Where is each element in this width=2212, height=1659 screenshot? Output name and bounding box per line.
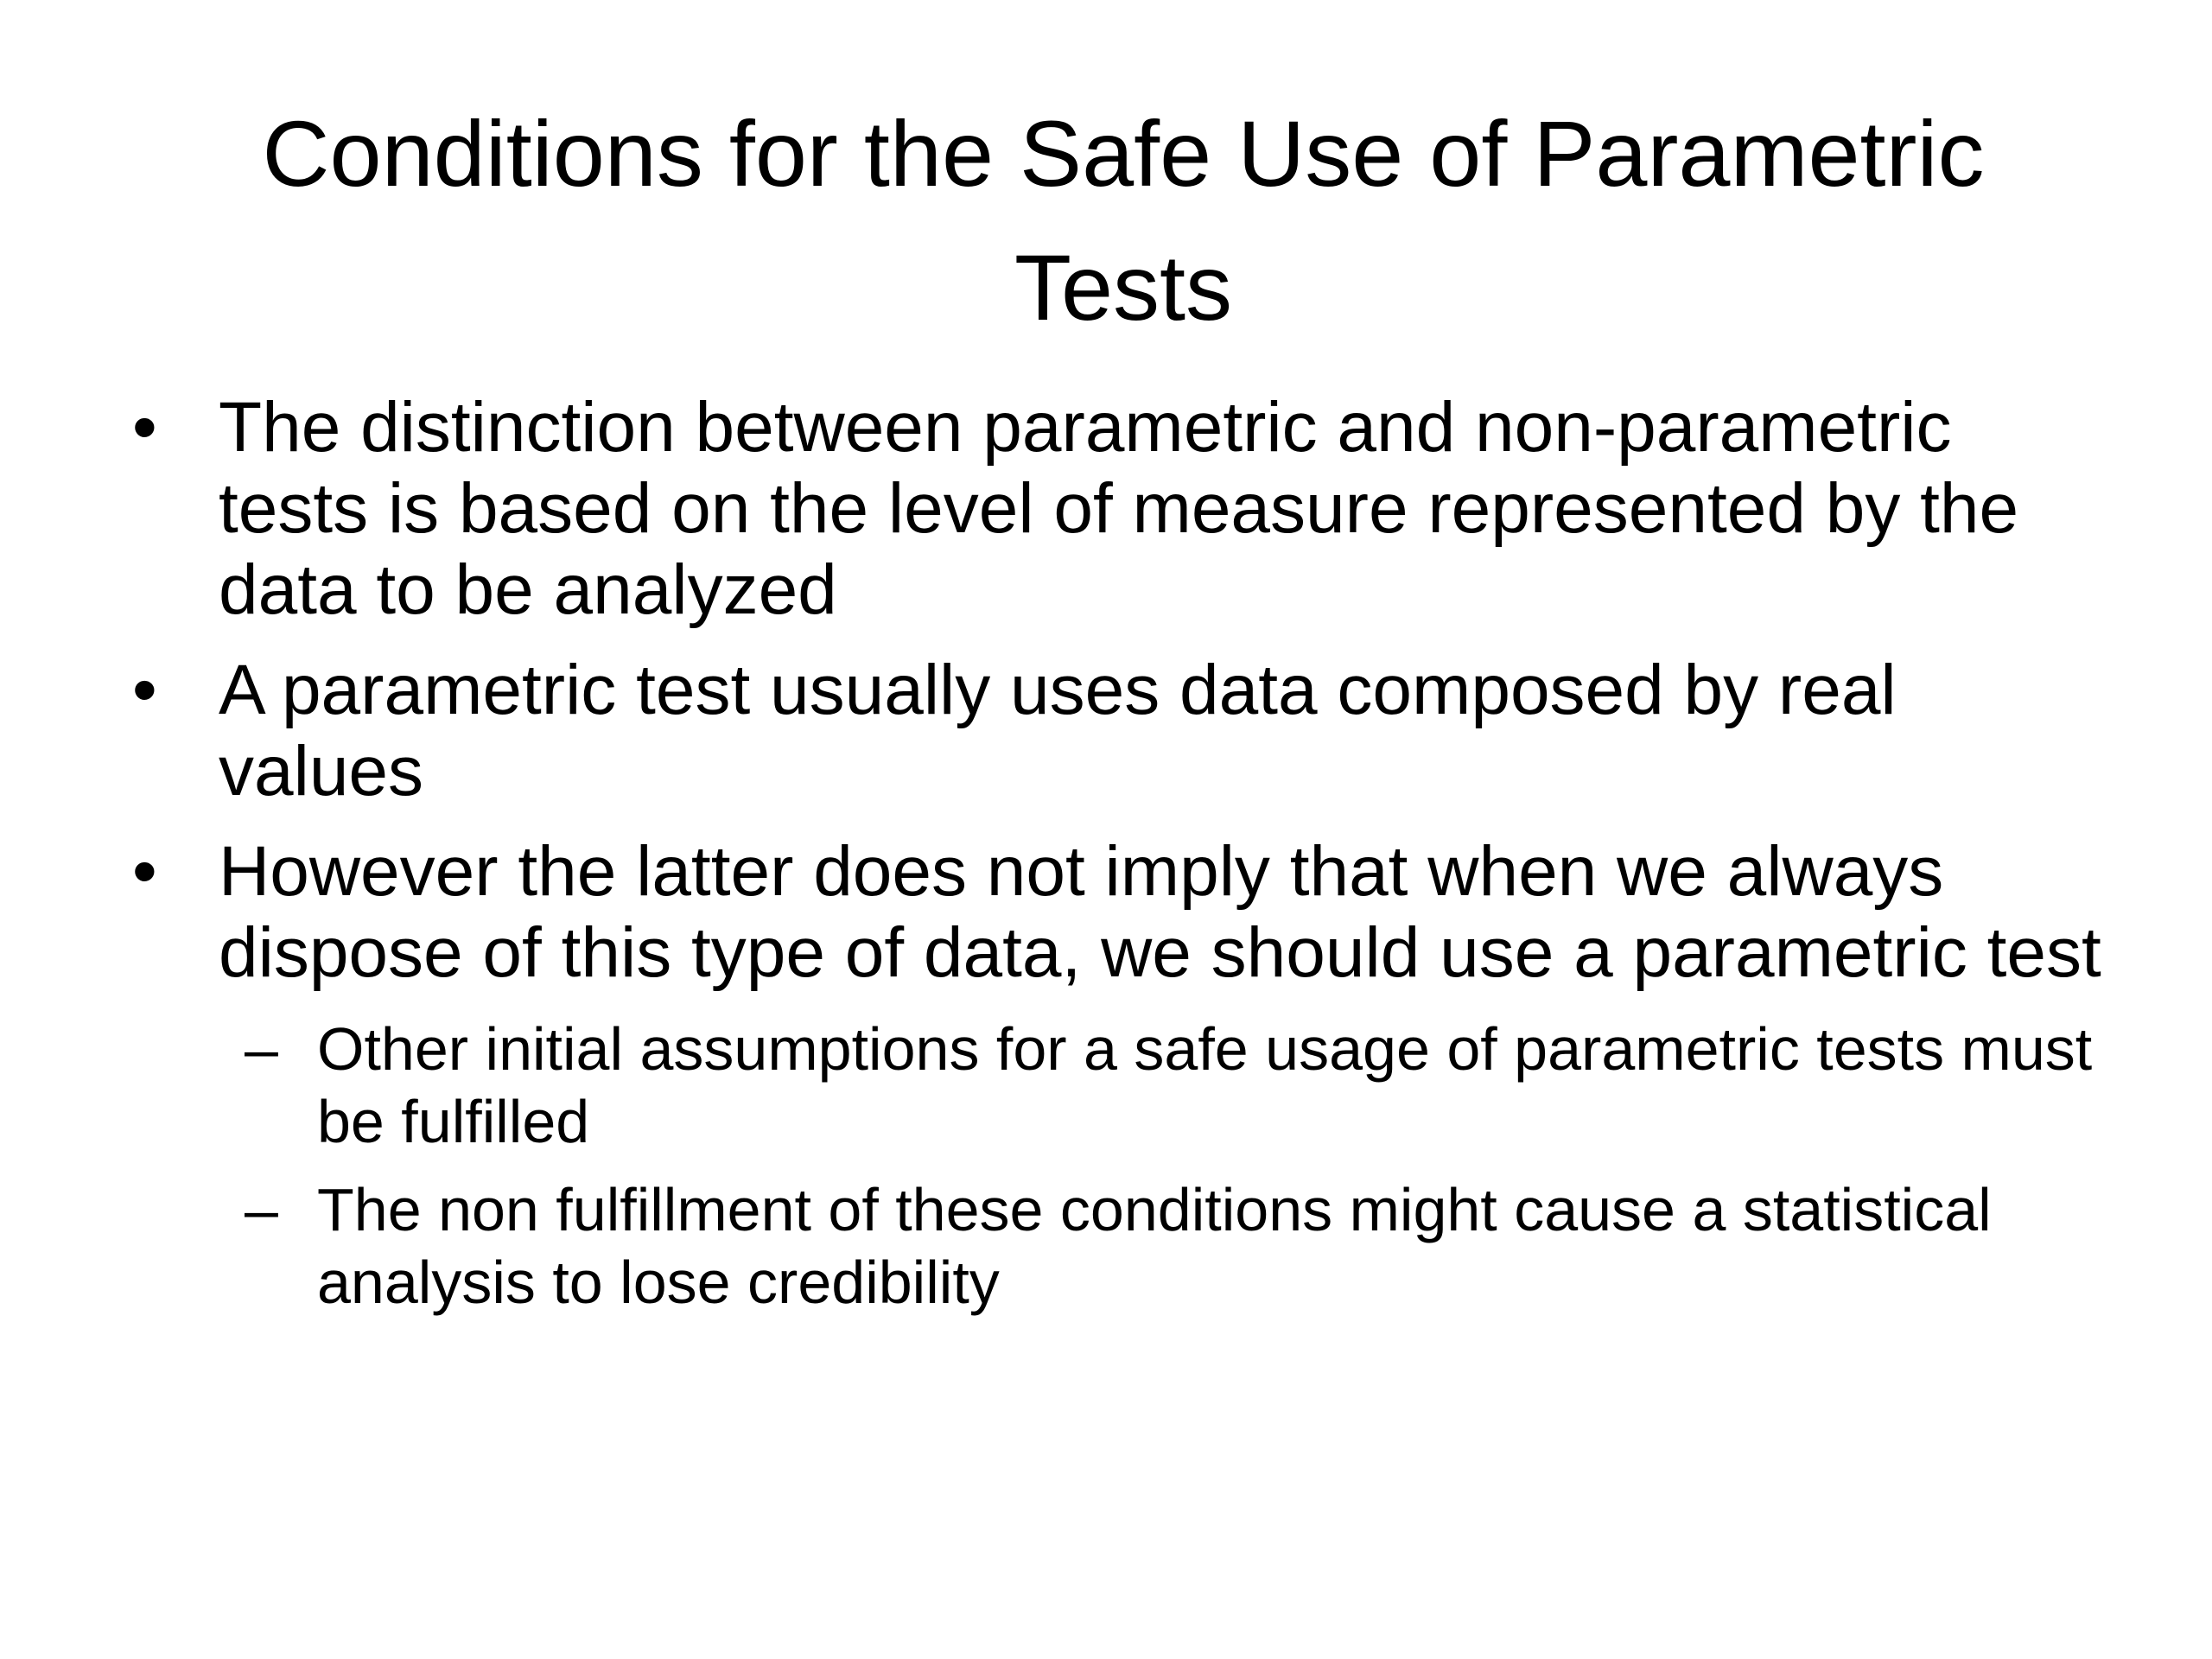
bullet-marker: • [132, 651, 157, 729]
bullet-marker: • [132, 832, 157, 911]
bullet-text: A parametric test usually uses data composed by real values [219, 651, 1897, 810]
bullet-list [125, 387, 2104, 1334]
bullet-text: The distinction between parametric and non-parametric tests is based on the level of measure represented by the data to be analyzed [219, 388, 2019, 629]
bullet-marker: • [132, 388, 157, 467]
bullet-text: However the latter does not imply that when we always dispose of this type of data, we should use a parametric test [219, 832, 2101, 992]
sub-bullet-text: Other initial assumptions for a safe usage of parametric tests must be fulfilled [317, 1015, 2093, 1155]
slide-title: Conditions for the Safe Use of Parametric Tests [262, 101, 1985, 340]
bullet-item [125, 387, 2104, 631]
bullet-item [125, 831, 2104, 994]
dash-marker: – [245, 1176, 278, 1243]
sub-bullet-item [125, 1013, 2104, 1158]
dash-marker: – [245, 1015, 278, 1083]
sub-bullet-text: The non fulfillment of these conditions might cause a statistical analysis to lose credibility [317, 1176, 1992, 1316]
bullet-item [125, 650, 2104, 812]
sub-bullet-item [125, 1173, 2104, 1319]
